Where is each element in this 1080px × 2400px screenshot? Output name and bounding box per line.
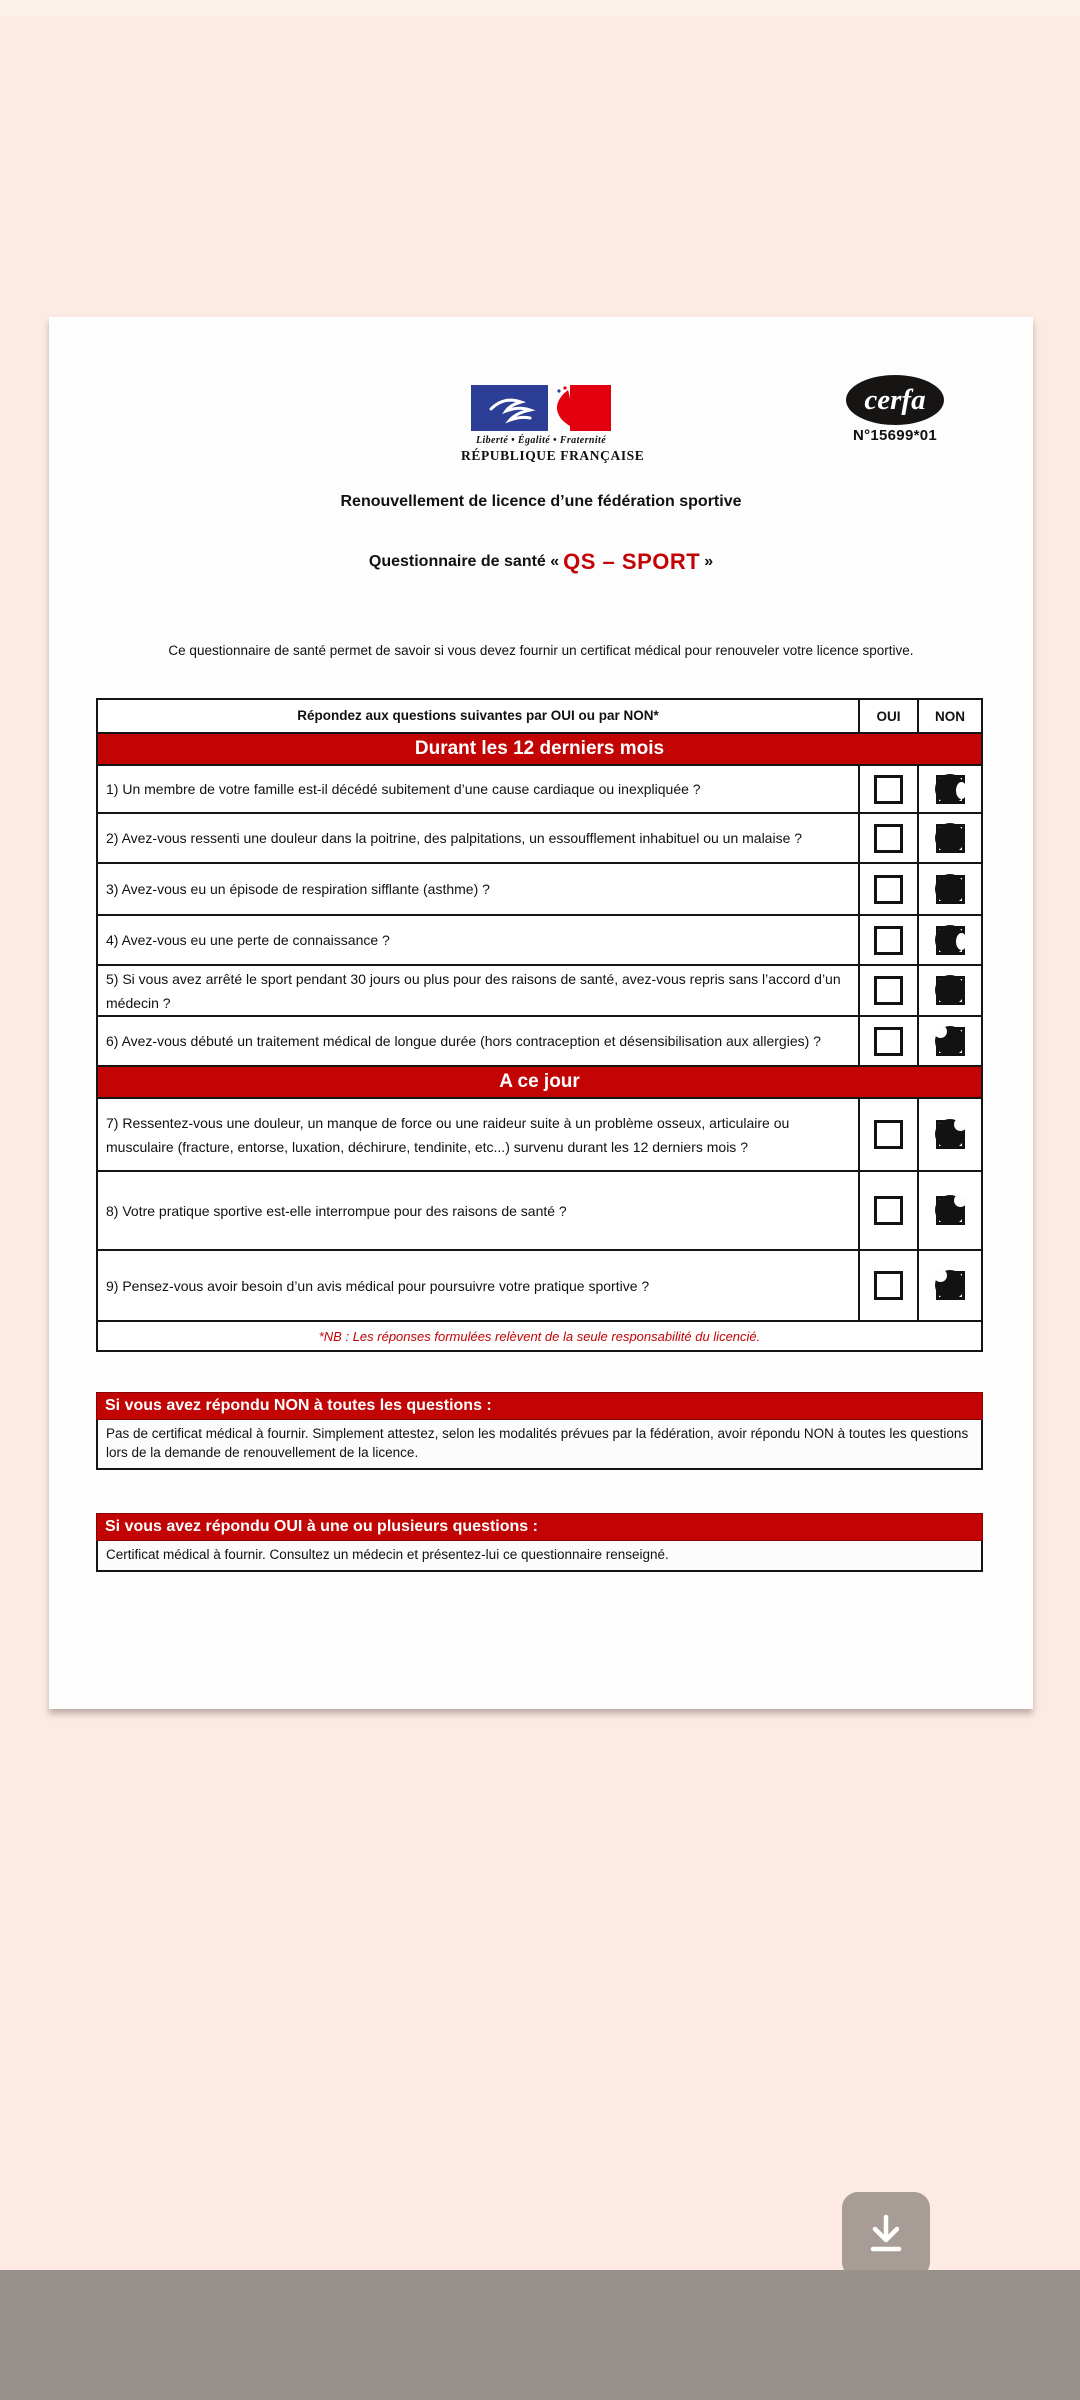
download-button[interactable] [842,2192,930,2278]
subtitle-suffix: » [704,553,714,570]
oui-checkbox-q5[interactable] [874,976,903,1005]
result-non-header: Si vous avez répondu NON à toutes les questions : [96,1392,983,1420]
result-oui-body: Certificat médical à fournir. Consultez un médecin et présentez-lui ce questionnaire renseigné. [96,1541,983,1572]
republic-text: RÉPUBLIQUE FRANÇAISE [461,448,645,463]
question-text: 7) Ressentez-vous une douleur, un manque de force ou une raideur suite à un problème osseux, articulaire ou musculaire (fracture, entorse, luxation, déchirure, tendinite, etc...) survenu durant les 12 derniers mois ? [98,1099,860,1170]
non-checkbox-q1[interactable] [936,775,965,804]
motto-text: Liberté • Égalité • Fraternité [475,435,607,446]
navigation-bar [0,2270,1080,2400]
french-flag-icon [471,385,611,431]
oui-checkbox-q3[interactable] [874,875,903,904]
result-non-section [96,1392,983,1470]
oui-checkbox-q6[interactable] [874,1027,903,1056]
non-checkbox-q9[interactable] [936,1271,965,1300]
question-text: 8) Votre pratique sportive est-elle interrompue pour des raisons de santé ? [98,1172,860,1249]
question-row-7 [98,1097,981,1170]
question-row-9 [98,1249,981,1320]
cerfa-logo [843,375,947,444]
non-checkbox-q5[interactable] [936,976,965,1005]
non-checkbox-q3[interactable] [936,875,965,904]
oui-checkbox-q1[interactable] [874,775,903,804]
question-text: 6) Avez-vous débuté un traitement médical de longue durée (hors contraception et désensibilisation aux allergies) ? [98,1017,860,1065]
oui-checkbox-q2[interactable] [874,824,903,853]
question-row-6 [98,1015,981,1065]
oui-checkbox-q9[interactable] [874,1271,903,1300]
non-column-header: NON [935,708,965,724]
table-header-row [98,700,981,732]
non-checkbox-q6[interactable] [936,1027,965,1056]
question-text: 9) Pensez-vous avoir besoin d’un avis médical pour poursuivre votre pratique sportive ? [98,1251,860,1320]
health-questionnaire-table [96,698,983,1352]
cerfa-number: N°15699*01 [852,427,938,444]
questionnaire-subtitle [49,549,1033,575]
question-text: 5) Si vous avez arrêté le sport pendant 30 jours ou plus pour des raisons de santé, avez-vous repris sans l’accord d’un médecin ? [98,966,860,1015]
download-icon [862,2211,910,2259]
question-row-1 [98,764,981,812]
oui-checkbox-q7[interactable] [874,1120,903,1149]
document-page [49,317,1033,1709]
document-title: Renouvellement de licence d’une fédération sportive [340,493,742,510]
footnote-row: *NB : Les réponses formulées relèvent de la seule responsabilité du licencié. [98,1320,981,1350]
question-text: 2) Avez-vous ressenti une douleur dans la poitrine, des palpitations, un essoufflement inhabituel ou un malaise ? [98,814,860,862]
question-text: 4) Avez-vous eu une perte de connaissance ? [98,916,860,964]
non-checkbox-q2[interactable] [936,824,965,853]
question-column-header: Répondez aux questions suivantes par OUI ou par NON* [98,700,860,732]
oui-column-header: OUI [860,700,919,732]
question-row-3 [98,862,981,914]
intro-text: Ce questionnaire de santé permet de savoir si vous devez fournir un certificat médical pour renouveler votre licence sportive. [168,643,914,658]
section-banner-today: A ce jour [98,1065,981,1097]
non-checkbox-q7[interactable] [936,1120,965,1149]
oui-checkbox-q4[interactable] [874,926,903,955]
non-checkbox-q4[interactable] [936,926,965,955]
status-bar [0,0,1080,16]
subtitle-prefix: Questionnaire de santé « [368,553,560,570]
cerfa-oval-label: cerfa [846,375,944,425]
question-row-4 [98,914,981,964]
question-row-8 [98,1170,981,1249]
result-non-body: Pas de certificat médical à fournir. Simplement attestez, selon les modalités prévues par la fédération, avoir répondu NON à toutes les questions lors de la demande de renouvellement de la licence. [96,1420,983,1470]
question-text: 1) Un membre de votre famille est-il décédé subitement d’une cause cardiaque ou inexpliquée ? [98,766,860,812]
result-oui-section [96,1513,983,1572]
french-republic-logo [461,385,645,464]
oui-checkbox-q8[interactable] [874,1196,903,1225]
question-text: 3) Avez-vous eu un épisode de respiration sifflante (asthme) ? [98,864,860,914]
non-checkbox-q8[interactable] [936,1196,965,1225]
qs-sport-highlight: QS – SPORT [563,549,701,574]
question-row-2 [98,812,981,862]
result-oui-header: Si vous avez répondu OUI à une ou plusieurs questions : [96,1513,983,1541]
question-row-5 [98,964,981,1015]
section-banner-12-months: Durant les 12 derniers mois [98,732,981,764]
